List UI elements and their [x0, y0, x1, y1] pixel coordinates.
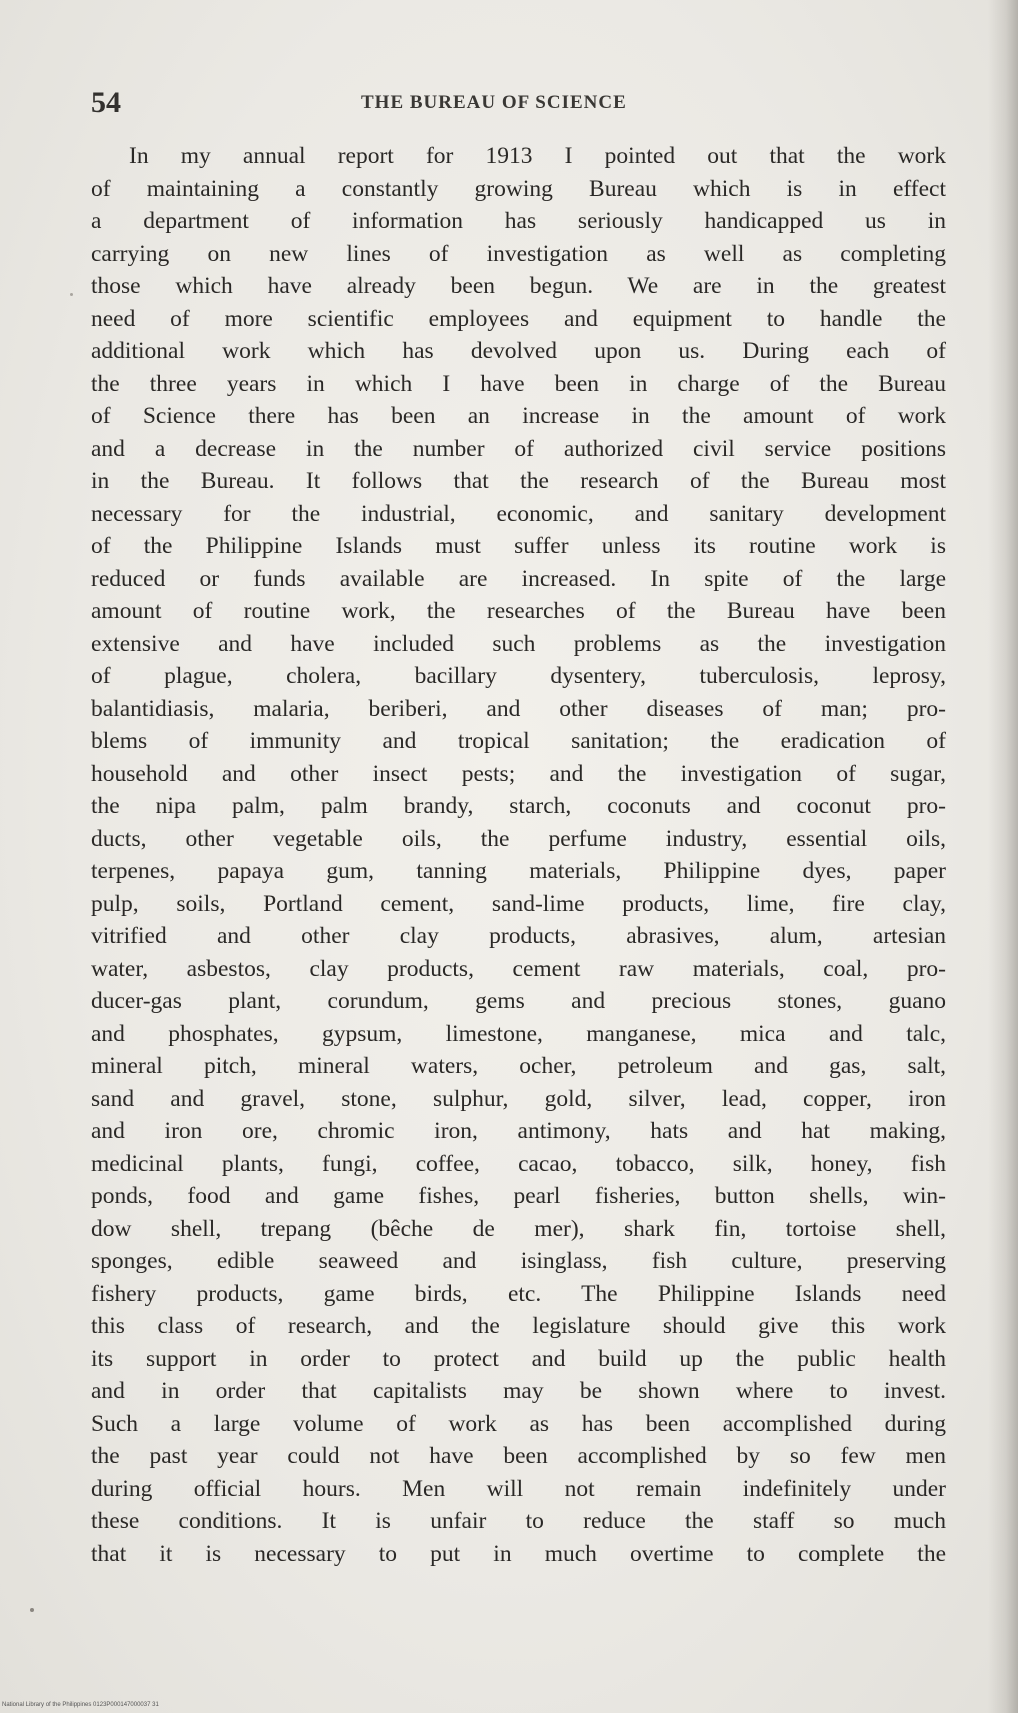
text-line: medicinal plants, fungi, coffee, cacao, tobacco, silk, honey, fish	[91, 1150, 946, 1177]
text-line: dow shell, trepang (bêche de mer), shark fin, tortoise shell,	[91, 1215, 946, 1242]
text-line: fishery products, game birds, etc. The Philippine Islands need	[91, 1280, 946, 1307]
text-line: necessary for the industrial, economic, and sanitary development	[91, 500, 946, 527]
page-header	[91, 86, 951, 122]
text-line: the past year could not have been accomplished by so few men	[91, 1443, 946, 1469]
text-line: sand and gravel, stone, sulphur, gold, silver, lead, copper, iron	[91, 1085, 946, 1112]
text-line: of the Philippine Islands must suffer unless its routine work is	[91, 533, 946, 559]
text-line: household and other insect pests; and the investigation of sugar,	[91, 760, 946, 787]
text-line: of plague, cholera, bacillary dysentery, tuberculosis, leprosy,	[91, 663, 946, 689]
text-line: ducts, other vegetable oils, the perfume industry, essential oils,	[91, 825, 946, 852]
text-line: of maintaining a constantly growing Bureau which is in effect	[91, 175, 946, 202]
page-number: 54	[91, 86, 121, 119]
text-line: and iron ore, chromic iron, antimony, hats and hat making,	[91, 1118, 946, 1144]
text-line: a department of information has seriously handicapped us in	[91, 208, 946, 234]
text-line: and a decrease in the number of authorized civil service positions	[91, 435, 946, 462]
text-line: extensive and have included such problems as the investigation	[91, 630, 946, 657]
text-line: blems of immunity and tropical sanitation; the eradication of	[91, 728, 946, 754]
text-line: balantidiasis, malaria, beriberi, and other diseases of man; pro-	[91, 695, 946, 722]
text-line: amount of routine work, the researches of the Bureau have been	[91, 598, 946, 624]
text-line: its support in order to protect and build up the public health	[91, 1345, 946, 1372]
text-line: this class of research, and the legislature should give this work	[91, 1313, 946, 1339]
text-line: of Science there has been an increase in the amount of work	[91, 403, 946, 429]
text-line: these conditions. It is unfair to reduce the staff so much	[91, 1508, 946, 1534]
text-line: the three years in which I have been in charge of the Bureau	[91, 370, 946, 397]
text-line: ducer-gas plant, corundum, gems and precious stones, guano	[91, 988, 946, 1014]
text-line: need of more scientific employees and equipment to handle the	[91, 305, 946, 332]
text-line: terpenes, papaya gum, tanning materials, Philippine dyes, paper	[91, 858, 946, 884]
text-line: in the Bureau. It follows that the research of the Bureau most	[91, 468, 946, 494]
text-line: reduced or funds available are increased. In spite of the large	[91, 565, 946, 592]
text-line: water, asbestos, clay products, cement raw materials, coal, pro-	[91, 955, 946, 982]
text-line: additional work which has devolved upon us. During each of	[91, 338, 946, 364]
text-line: mineral pitch, mineral waters, ocher, petroleum and gas, salt,	[91, 1053, 946, 1079]
text-line: vitrified and other clay products, abrasives, alum, artesian	[91, 923, 946, 949]
text-line: and phosphates, gypsum, limestone, manganese, mica and talc,	[91, 1020, 946, 1047]
text-line: during official hours. Men will not remain indefinitely under	[91, 1475, 946, 1502]
text-line: carrying on new lines of investigation as well as completing	[91, 240, 946, 267]
scan-credit: National Library of the Philippines 0123P000147000037 31	[2, 1702, 159, 1708]
paper-speck	[30, 1608, 34, 1612]
body-paragraph	[91, 140, 946, 1570]
text-line: ponds, food and game fishes, pearl fisheries, button shells, win-	[91, 1183, 946, 1209]
text-line: the nipa palm, palm brandy, starch, coconuts and coconut pro-	[91, 793, 946, 819]
paper-speck	[70, 293, 73, 296]
text-line: that it is necessary to put in much overtime to complete the	[91, 1540, 946, 1567]
text-line: pulp, soils, Portland cement, sand-lime products, lime, fire clay,	[91, 890, 946, 917]
text-line: Such a large volume of work as has been accomplished during	[91, 1410, 946, 1437]
text-line: those which have already been begun. We are in the greatest	[91, 273, 946, 299]
page-edge-shadow	[988, 0, 1018, 1713]
running-head: THE BUREAU OF SCIENCE	[361, 92, 627, 113]
text-line: sponges, edible seaweed and isinglass, fish culture, preserving	[91, 1248, 946, 1274]
text-line: and in order that capitalists may be shown where to invest.	[91, 1378, 946, 1404]
text-line: In my annual report for 1913 I pointed out that the work	[129, 143, 946, 169]
